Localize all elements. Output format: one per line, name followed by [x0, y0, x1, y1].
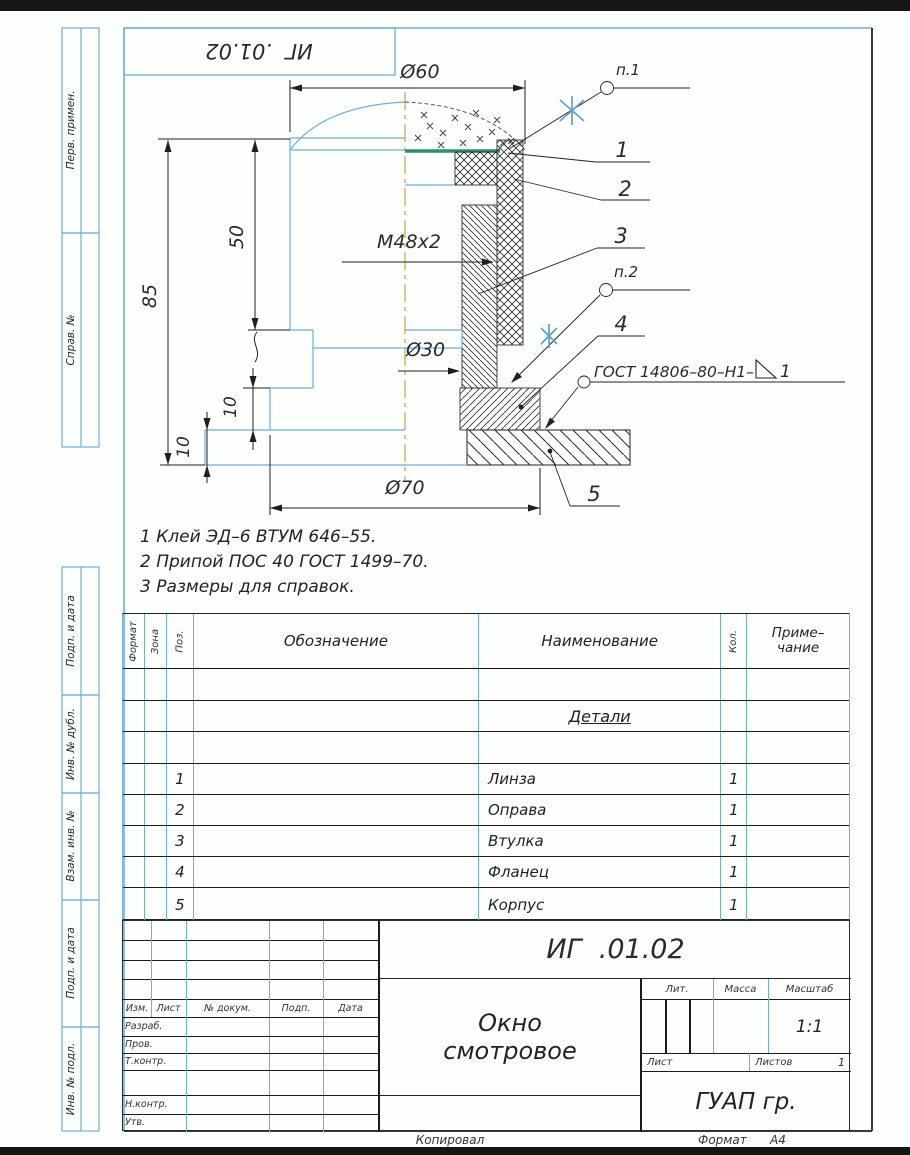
- dim-d30: Ø30: [406, 339, 446, 361]
- note-line: 2 Припой ПОС 40 ГОСТ 1499–70.: [140, 552, 429, 572]
- sheets-cell: Листов 1: [755, 1055, 845, 1069]
- col-sign: Подп.: [281, 1002, 311, 1014]
- scale-header: Масштаб: [785, 983, 834, 995]
- margin-label: Инв. № дубл.: [65, 708, 77, 780]
- callout-1: 1: [615, 138, 629, 162]
- callout-2: 2: [618, 177, 632, 201]
- col-list: Лист: [156, 1002, 181, 1014]
- row-razrab: Разраб.: [125, 1020, 163, 1032]
- margin-label: Инв. № подл.: [65, 1042, 77, 1116]
- row-prov: Пров.: [125, 1038, 153, 1050]
- spec-row-oprava: 2 Оправа 1: [123, 795, 849, 826]
- spec-header-qty: Кол.: [721, 614, 747, 668]
- spec-empty-row: [123, 732, 849, 764]
- spec-empty-row: [123, 669, 849, 701]
- margin-label: Взам. инв. №: [65, 810, 77, 882]
- part-oprava-section: [497, 140, 523, 345]
- solder-mark-icon: [541, 324, 557, 348]
- row-tkontr: Т.контр.: [125, 1055, 167, 1067]
- part-korpus-section: [467, 430, 630, 465]
- margin-label: Перв. примен.: [65, 90, 77, 170]
- margin-labels: [65, 91, 77, 1116]
- title-block: [122, 920, 850, 1131]
- weld-spec: ГОСТ 14806–80–Н1–: [594, 363, 754, 381]
- document-title-cell: [380, 979, 640, 1096]
- row-utv: Утв.: [125, 1117, 145, 1128]
- row-nkontr: Н.контр.: [125, 1098, 168, 1110]
- callout-3: 3: [614, 224, 628, 248]
- spec-row-flanec: 4 Фланец 1: [123, 857, 849, 888]
- callout-p1: п.1: [615, 61, 641, 79]
- part-vtulka-section: [462, 205, 497, 388]
- note-line: 1 Клей ЭД–6 ВТУМ 646–55.: [140, 527, 377, 547]
- col-doc: № докум.: [204, 1002, 251, 1014]
- dim-m48: M48x2: [377, 231, 441, 253]
- callout-5: 5: [587, 482, 601, 506]
- document-title-line1: Окно: [478, 1009, 542, 1037]
- spec-row-vtulka: 3 Втулка 1: [123, 826, 849, 857]
- mass-header: Масса: [724, 983, 757, 995]
- spec-section-row: [123, 701, 849, 732]
- col-izm: Изм.: [125, 1002, 149, 1014]
- dim-d60: Ø60: [400, 61, 440, 83]
- note-line: 3 Размеры для справок.: [140, 577, 355, 597]
- lens-dome: [290, 102, 525, 151]
- margin-label: Справ. №: [65, 314, 77, 366]
- spec-row-korpus: 5 Корпус 1: [123, 888, 849, 921]
- scale-value: 1:1: [795, 1016, 824, 1037]
- organization-cell: [641, 1071, 851, 1132]
- spec-header-name: Наименование: [479, 614, 721, 668]
- sheets-value: 1: [838, 1055, 845, 1069]
- designation-cell: [380, 921, 851, 979]
- technical-notes: [140, 525, 429, 600]
- dim-10b: 10: [174, 436, 194, 458]
- spec-header-designation: Обозначение: [194, 614, 479, 668]
- spec-header-zone: Зона: [145, 614, 167, 668]
- format-value: А4: [770, 1133, 786, 1147]
- sheet-label: Лист: [647, 1056, 673, 1068]
- margin-label: Подп. и дата: [65, 595, 77, 667]
- format-label: Формат: [698, 1133, 747, 1147]
- dim-10a: 10: [221, 396, 241, 418]
- dim-50: 50: [226, 224, 248, 250]
- glue-marks: [541, 96, 584, 348]
- organization: ГУАП гр.: [695, 1088, 797, 1115]
- spec-header-pos: Поз.: [167, 614, 194, 668]
- weld-num: 1: [780, 362, 791, 382]
- spec-header-note: Приме– чание: [771, 625, 825, 656]
- copied-label: Копировал: [415, 1133, 485, 1147]
- spec-row-linza: 1 Линза 1: [123, 764, 849, 795]
- part-flanec-section: [460, 388, 540, 430]
- callout-p2: п.2: [613, 263, 639, 281]
- col-date: Дата: [338, 1002, 363, 1014]
- glue-mark-icon: [560, 96, 584, 125]
- document-title-line2: смотровое: [443, 1037, 577, 1065]
- section-parts: [455, 140, 630, 465]
- lit-header: Лит.: [665, 983, 689, 995]
- spec-header-row: [123, 614, 849, 669]
- margin-label: Подп. и дата: [65, 927, 77, 999]
- dim-85: 85: [139, 283, 161, 309]
- spec-section-title: Детали: [568, 706, 631, 726]
- part-oprava-section: [455, 152, 497, 185]
- top-stamp: [124, 28, 395, 75]
- dim-d70: Ø70: [385, 477, 425, 499]
- spec-table: [122, 613, 850, 920]
- callout-4: 4: [614, 312, 628, 336]
- dimension-labels: [139, 61, 445, 499]
- weld-triangle-icon: [756, 360, 776, 378]
- body-outline: [205, 138, 467, 465]
- spec-header-format: Формат: [123, 614, 145, 668]
- top-stamp-code: ИГ .01.02: [205, 39, 313, 63]
- document-designation: ИГ .01.02: [546, 934, 685, 965]
